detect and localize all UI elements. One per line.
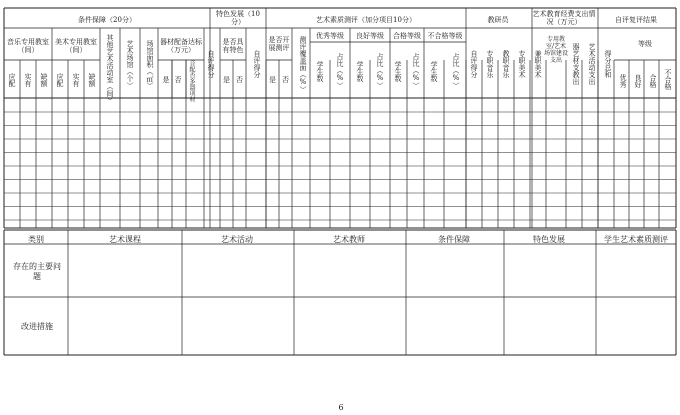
- bottom-quality: 学生艺术素质测评: [604, 235, 668, 244]
- sub-equip-nomiss: 音配否多器项材: [188, 60, 195, 102]
- header-res-art: 教职音乐: [502, 50, 510, 78]
- sub-equip-yes: 是: [162, 76, 170, 84]
- header-fund-total: 专用教室/艺术场馆建设支出: [544, 36, 569, 64]
- sub-good-ratio: 占比（%）: [376, 53, 384, 89]
- header-self-score-c: 自评得分: [470, 50, 478, 78]
- header-conditions: 条件保障（20分）: [78, 16, 136, 24]
- header-venue: 艺术场馆（个）: [126, 39, 134, 89]
- header-quality: 艺术素质测评（加分项目10分）: [316, 16, 416, 24]
- bottom-row-problems: 存在的主要问题: [13, 262, 61, 281]
- header-test-rate: 测评覆盖面（%）: [299, 35, 307, 93]
- sub-pass-students: 学生数: [394, 60, 402, 82]
- header-res-music: 专职音乐: [486, 50, 494, 78]
- header-area: 场馆面积（㎡）: [146, 39, 154, 89]
- header-fund-activity: 艺术活动支出: [588, 43, 596, 85]
- header-excellent: 优秀等级: [316, 32, 344, 40]
- sub-fail-students: 学生数: [430, 60, 438, 82]
- header-self-score-b: 自评得分: [253, 50, 261, 78]
- header-fail: 不合格等级: [427, 32, 463, 40]
- sub-art-should: 应配: [56, 73, 64, 87]
- bottom-category: 类别: [28, 235, 44, 244]
- header-res-part-art: 兼职美术: [534, 50, 542, 78]
- sub-music-should: 应配: [8, 73, 16, 87]
- header-good: 良好等级: [356, 32, 384, 40]
- bottom-teacher: 艺术教师: [333, 235, 365, 244]
- header-has-feature: 是否具有特色: [222, 38, 244, 54]
- header-grade: 等级: [638, 40, 652, 48]
- header-music-room: 音乐专用教室（间）: [7, 38, 49, 54]
- bottom-activity: 艺术活动: [221, 235, 253, 244]
- sub-excellent-ratio: 占比（%）: [336, 53, 344, 89]
- sub-fail-ratio: 占比（%）: [452, 53, 460, 89]
- sub-feature-no: 否: [236, 76, 243, 84]
- sub-test-yes: 是: [269, 76, 276, 84]
- sub-grade-pass: 合格: [649, 74, 657, 88]
- bottom-course: 艺术课程: [109, 235, 141, 244]
- bottom-special: 特色发展: [533, 235, 565, 244]
- sub-excellent-students: 学生数: [316, 60, 324, 82]
- sub-music-actual: 实有: [24, 73, 32, 87]
- header-review: 自评复评结果: [615, 16, 657, 24]
- bottom-row-measures: 改进措施: [21, 322, 53, 331]
- header-opened-test: 是否开展测评: [268, 36, 290, 52]
- header-pass: 合格等级: [393, 32, 421, 40]
- header-funds: 艺术教育经费支出情况（万元）: [532, 10, 596, 26]
- sub-grade-good: 良好: [634, 74, 642, 88]
- sub-grade-excellent: 优秀: [619, 74, 627, 88]
- header-equipment: 器材配备达标（万元）: [160, 38, 202, 54]
- sub-grade-fail: 不合格: [664, 68, 672, 90]
- header-fund-material: 器艺材支教出: [572, 43, 580, 85]
- header-researcher: 教研员: [487, 16, 509, 24]
- sub-art-short: 缺额: [88, 73, 96, 87]
- sub-music-short: 缺额: [40, 73, 48, 87]
- bottom-condition: 条件保障: [438, 235, 470, 244]
- header-special: 特色发展（10分）: [216, 10, 260, 26]
- sub-equip-no: 否: [174, 76, 182, 84]
- sub-art-actual: 实有: [72, 73, 80, 87]
- sub-test-no: 否: [282, 76, 289, 84]
- header-self-score-a: 自评得分: [207, 50, 215, 78]
- header-res-pro-art: 专职美术: [518, 50, 526, 78]
- sub-feature-yes: 是: [223, 76, 230, 84]
- sub-pass-ratio: 占比（%）: [412, 53, 420, 89]
- header-other-room: 其他艺术活动室（间）: [106, 34, 114, 104]
- header-score-total: 得分总和: [604, 50, 612, 78]
- header-art-room: 美术专用教室（间）: [55, 38, 97, 54]
- sub-good-students: 学生数: [356, 60, 364, 82]
- page-number: 6: [338, 403, 344, 412]
